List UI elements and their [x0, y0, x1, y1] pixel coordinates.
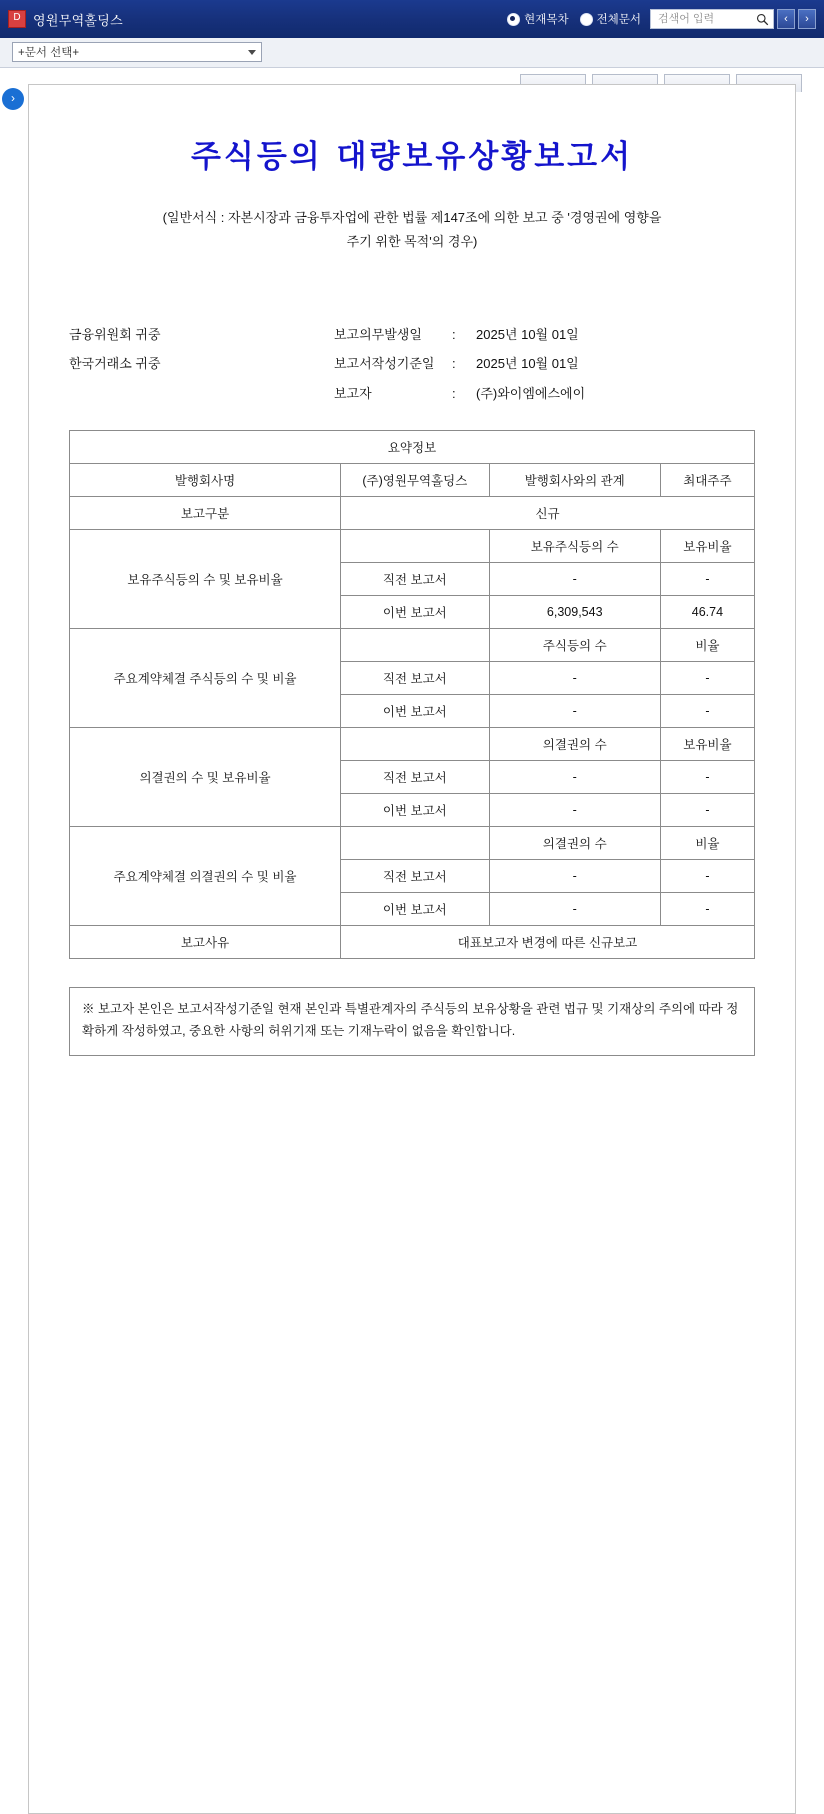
summary-table: [69, 430, 755, 959]
report-type-value: 신규: [341, 497, 755, 530]
block-head-rate-0: 보유비율: [660, 530, 754, 563]
reason-label: 보고사유: [70, 926, 341, 959]
block-head-num-0: 보유주식등의 수: [489, 530, 660, 563]
document-subtitle: [132, 206, 692, 254]
meta-row-obligation-date: [334, 320, 585, 349]
block-head-num-3: 의결권의 수: [489, 827, 660, 860]
block-row-label: 직전 보고서: [341, 662, 490, 695]
block-row-num: -: [489, 860, 660, 893]
footnote: ※ 보고자 본인은 보고서작성기준일 현재 본인과 특별관계자의 주식등의 보유상황을 관련 법규 및 기재상의 주의에 따라 정확하게 작성하였고, 중요한 사항의 허위기재 또는 기재누락이 없음을 확인합니다.: [69, 987, 755, 1056]
block-title-1: 주요계약체결 주식등의 수 및 비율: [70, 629, 341, 728]
block-row-rate: -: [660, 794, 754, 827]
block-row-num: -: [489, 695, 660, 728]
table-row: [70, 926, 755, 959]
radio-current-toc[interactable]: [507, 11, 568, 27]
search-scope-radio-group: [507, 11, 641, 27]
meta-value: 2025년 10월 01일: [476, 356, 579, 372]
search-icon[interactable]: [756, 13, 769, 26]
block-row-rate: -: [660, 893, 754, 926]
addressee-block: [69, 320, 755, 406]
block-row-rate: -: [660, 860, 754, 893]
block-row-label: 이번 보고서: [341, 596, 490, 629]
block-blank-cell: [341, 827, 490, 860]
block-blank-cell: [341, 728, 490, 761]
block-row-rate: -: [660, 761, 754, 794]
block-row-label: 직전 보고서: [341, 761, 490, 794]
block-blank-cell: [341, 530, 490, 563]
summary-caption: 요약정보: [70, 431, 755, 464]
radio-whole-document-label: 전체문서: [596, 14, 641, 26]
relation-label: 발행회사와의 관계: [489, 464, 660, 497]
block-row-rate: -: [660, 662, 754, 695]
block-title-2: 의결권의 수 및 보유비율: [70, 728, 341, 827]
issuer-label: 발행회사명: [70, 464, 341, 497]
block-row-label: 이번 보고서: [341, 893, 490, 926]
block-row-rate: 46.74: [660, 596, 754, 629]
next-button[interactable]: ›: [798, 9, 816, 29]
left-rail: [0, 68, 28, 1814]
table-row: [70, 431, 755, 464]
block-row-rate: -: [660, 695, 754, 728]
document-body: [29, 85, 795, 1056]
addressee-list: [69, 320, 161, 379]
block-row-num: -: [489, 761, 660, 794]
table-row: [70, 497, 755, 530]
prev-button[interactable]: ‹: [777, 9, 795, 29]
table-row: [70, 629, 755, 662]
block-row-num: 6,309,543: [489, 596, 660, 629]
block-row-num: -: [489, 893, 660, 926]
block-row-num: -: [489, 662, 660, 695]
block-title-3: 주요계약체결 의결권의 수 및 비율: [70, 827, 341, 926]
table-row: [70, 530, 755, 563]
addressee-2: 한국거래소 귀중: [69, 356, 161, 372]
search-input[interactable]: [656, 12, 756, 26]
block-head-rate-1: 비율: [660, 629, 754, 662]
meta-colon: :: [452, 356, 456, 372]
report-meta: [334, 320, 585, 408]
meta-label: 보고의무발생일: [334, 327, 422, 343]
app-titlebar: [0, 0, 824, 38]
app-title: 영원무역홀딩스: [33, 12, 124, 28]
meta-label: 보고서작성기준일: [334, 356, 435, 372]
block-row-label: 직전 보고서: [341, 860, 490, 893]
document-select-bar: [0, 38, 824, 68]
meta-value: 2025년 10월 01일: [476, 327, 579, 343]
block-head-num-2: 의결권의 수: [489, 728, 660, 761]
radio-whole-document[interactable]: [580, 11, 641, 27]
radio-dot-icon: [507, 13, 520, 26]
document-page: [28, 84, 796, 1814]
block-row-rate: -: [660, 563, 754, 596]
table-row: [70, 827, 755, 860]
block-head-num-1: 주식등의 수: [489, 629, 660, 662]
block-head-rate-3: 비율: [660, 827, 754, 860]
addressee-1: 금융위원회 귀중: [69, 327, 161, 343]
search-box[interactable]: [650, 9, 774, 29]
meta-colon: :: [452, 385, 456, 401]
document-select-value: +문서 선택+: [18, 47, 80, 59]
table-row: [70, 728, 755, 761]
meta-colon: :: [452, 327, 456, 343]
report-type-label: 보고구분: [70, 497, 341, 530]
block-title-0: 보유주식등의 수 및 보유비율: [70, 530, 341, 629]
sidebar-expand-icon[interactable]: ›: [2, 88, 24, 110]
meta-label: 보고자: [334, 385, 372, 401]
chevron-down-icon: [248, 50, 256, 55]
reason-value: 대표보고자 변경에 따른 신규보고: [341, 926, 755, 959]
block-row-label: 직전 보고서: [341, 563, 490, 596]
block-row-num: -: [489, 794, 660, 827]
table-row: [70, 464, 755, 497]
radio-current-toc-label: 현재목차: [524, 14, 569, 26]
block-head-rate-2: 보유비율: [660, 728, 754, 761]
issuer-value: (주)영원무역홀딩스: [341, 464, 490, 497]
document-title: 주식등의 대량보유상황보고서: [190, 139, 634, 175]
block-row-num: -: [489, 563, 660, 596]
document-select[interactable]: [12, 42, 262, 62]
document-subtitle-line1: (일반서식 : 자본시장과 금융투자업에 관한 법률 제147조에 의한 보고 중 '경영권에 영향을: [162, 210, 662, 225]
block-row-label: 이번 보고서: [341, 695, 490, 728]
relation-value: 최대주주: [660, 464, 754, 497]
meta-value: (주)와이엠에스에이: [476, 385, 586, 401]
block-row-label: 이번 보고서: [341, 794, 490, 827]
document-subtitle-line2: 주기 위한 목적'의 경우): [346, 234, 478, 250]
block-blank-cell: [341, 629, 490, 662]
meta-row-base-date: [334, 349, 585, 378]
meta-row-reporter: [334, 379, 585, 408]
radio-dot-icon: [580, 13, 593, 26]
app-logo-icon: D: [8, 10, 26, 28]
